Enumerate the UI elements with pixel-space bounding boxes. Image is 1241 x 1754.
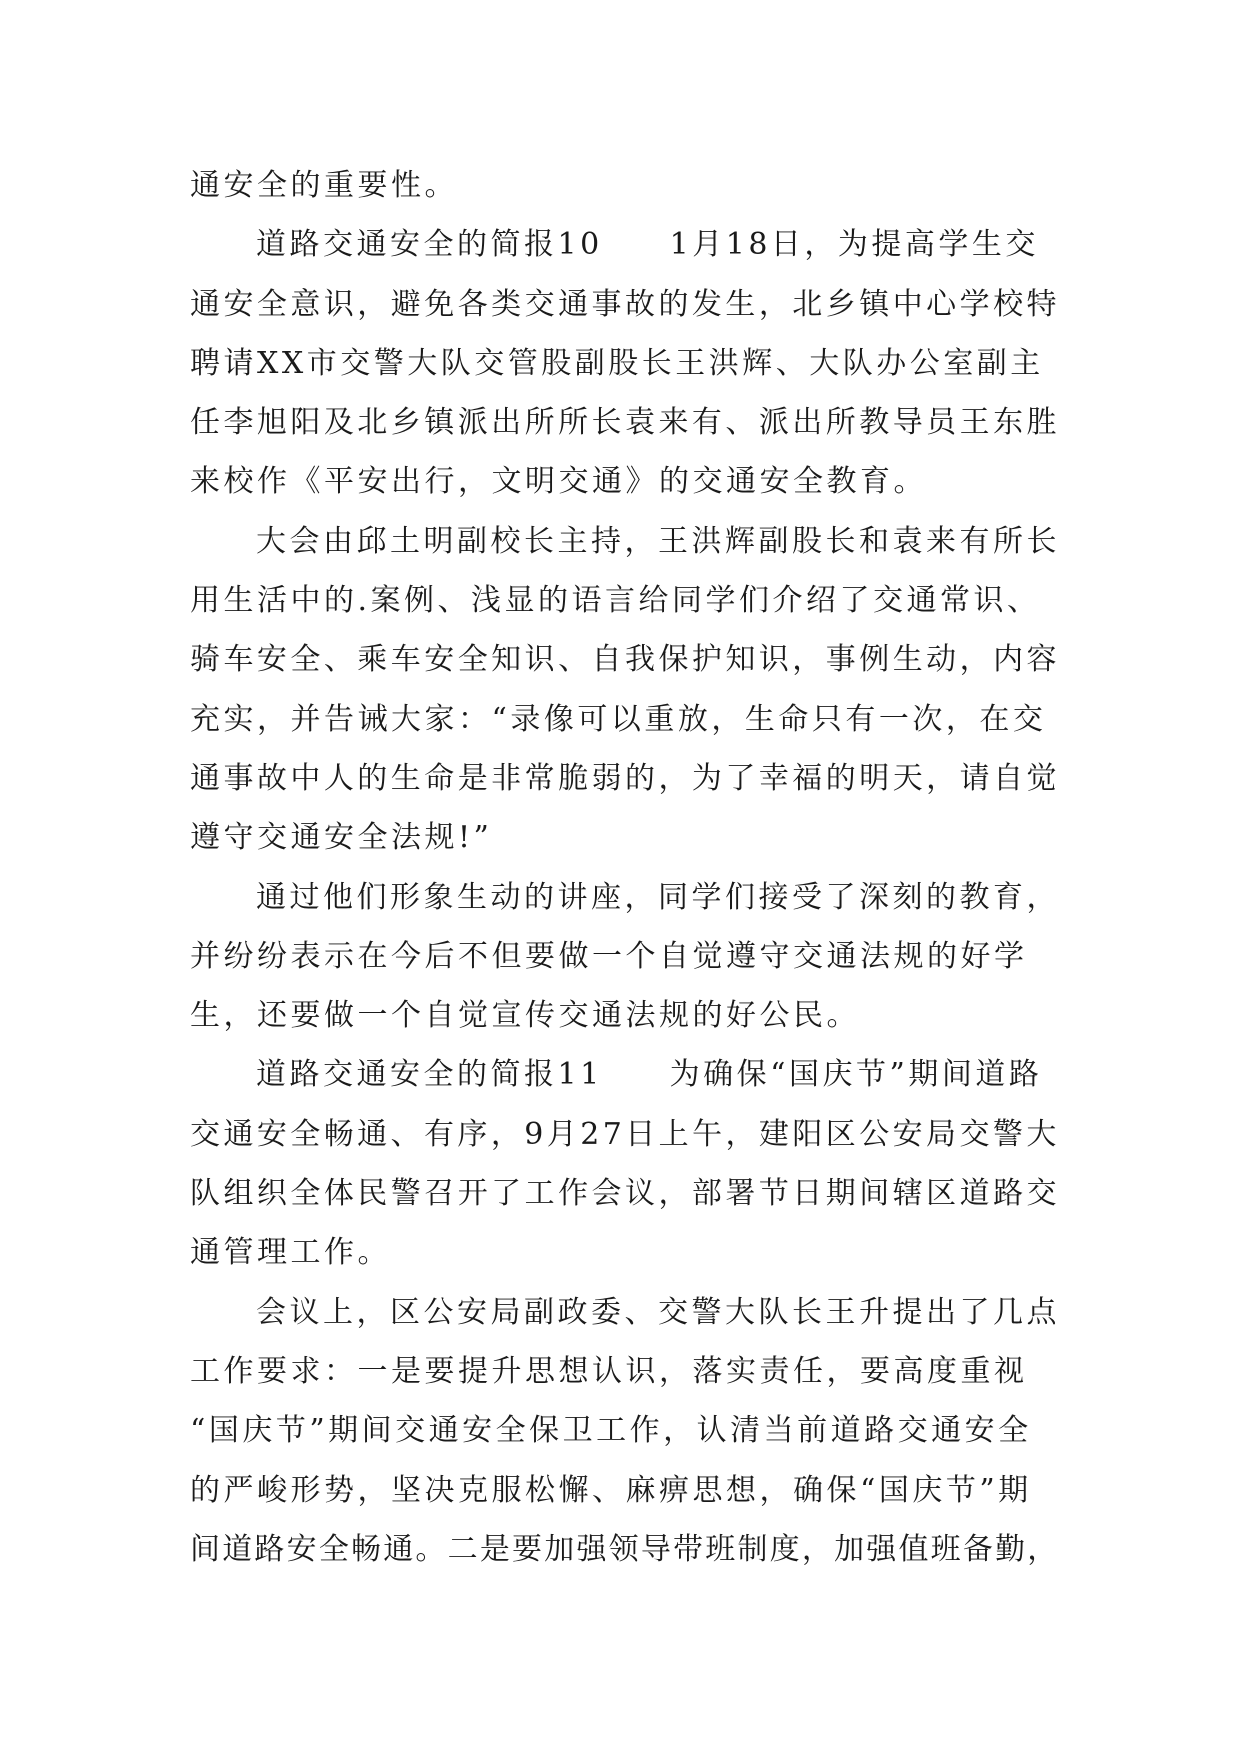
text-line: 并纷纷表示在今后不但要做一个自觉遵守交通法规的好学 (190, 938, 1028, 974)
text-line: 队组织全体民警召开了工作会议，部署节日期间辖区道路交 (190, 1176, 1060, 1212)
text-line: 会议上，区公安局副政委、交警大队长王升提出了几点 (256, 1294, 1060, 1330)
text-line: 聘请XX市交警大队交管股副股长王洪辉、大队办公室副主 (190, 345, 1044, 381)
text-line: 大会由邱土明副校长主持，王洪辉副股长和袁来有所长 (256, 523, 1060, 559)
text-line: 通管理工作。 (190, 1235, 391, 1271)
text-line: 通过他们形象生动的讲座，同学们接受了深刻的教育， (256, 879, 1060, 915)
text-line: 通安全意识，避免各类交通事故的发生，北乡镇中心学校特 (190, 286, 1060, 322)
text-line: 通安全的重要性。 (190, 168, 458, 203)
text-line: 生，还要做一个自觉宣传交通法规的好公民。 (190, 998, 860, 1034)
text-line: 通事故中人的生命是非常脆弱的，为了幸福的明天，请自觉 (190, 760, 1060, 796)
text-line: 骑车安全、乘车安全知识、自我保护知识，事例生动，内容 (190, 642, 1060, 678)
text-line: 遵守交通安全法规!” (190, 820, 493, 856)
text-line: 任李旭阳及北乡镇派出所所长袁来有、派出所教导员王东胜 (190, 405, 1060, 441)
text-line: 来校作《平安出行，文明交通》的交通安全教育。 (190, 464, 927, 500)
text-line: 充实，并告诫大家：“录像可以重放，生命只有一次，在交 (190, 701, 1047, 737)
text-line: 交通安全畅通、有序，9月27日上午，建阳区公安局交警大 (190, 1116, 1060, 1152)
text-line: 间道路安全畅通。二是要加强领导带班制度，加强值班备勤， (190, 1531, 1060, 1567)
document-body (190, 156, 1060, 1579)
text-line: “国庆节”期间交通安全保卫工作，认清当前道路交通安全 (190, 1413, 1032, 1449)
text-line: 的严峻形势，坚决克服松懈、麻痹思想，确保“国庆节”期 (190, 1472, 1032, 1508)
text-line: 道路交通安全的简报10 1月18日，为提高学生交 (256, 227, 1039, 263)
text-line: 用生活中的.案例、浅显的语言给同学们介绍了交通常识、 (190, 583, 1041, 619)
text-line: 道路交通安全的简报11 为确保“国庆节”期间道路 (256, 1057, 1043, 1093)
text-line: 工作要求：一是要提升思想认识，落实责任，要高度重视 (190, 1353, 1028, 1389)
